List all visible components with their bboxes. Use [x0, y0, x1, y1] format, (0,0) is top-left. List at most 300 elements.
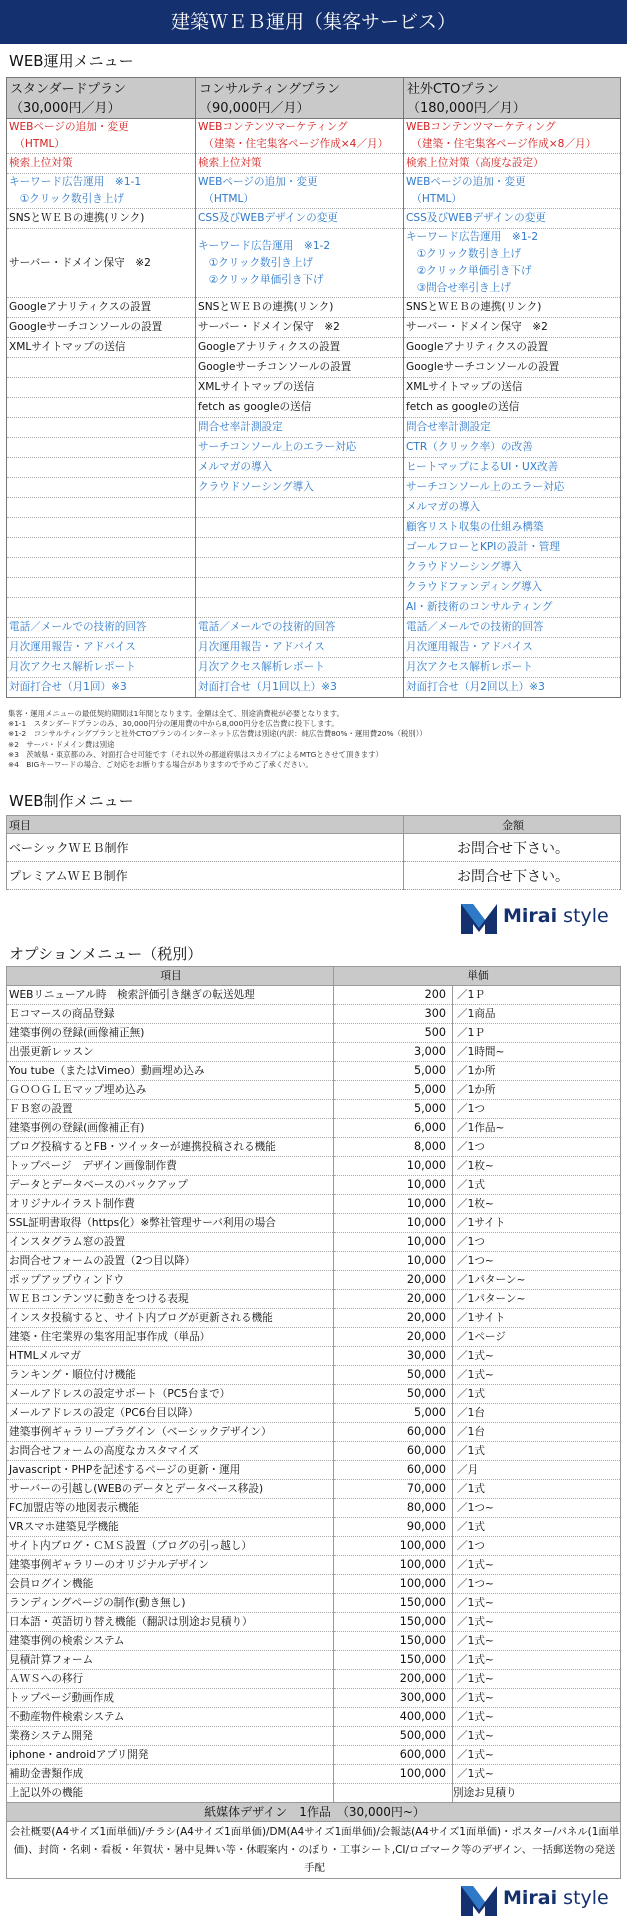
option-unit: ／1パターン~: [453, 1271, 621, 1290]
option-item: ポップアップウィンドウ: [7, 1271, 334, 1290]
option-price: 20,000: [334, 1309, 453, 1328]
table-row: [7, 638, 621, 658]
table-row: [7, 1328, 621, 1347]
plan-feature-cell: [196, 598, 404, 618]
plan-feature-cell: SNSとＷＥＢの連携(リンク): [7, 209, 196, 229]
option-item: You tube（またはVimeo）動画埋め込み: [7, 1062, 334, 1081]
plan-feature-cell: XMLサイトマップの送信: [404, 378, 621, 398]
option-price: 150,000: [334, 1613, 453, 1632]
option-item: お問合せフォームの高度なカスタマイズ: [7, 1442, 334, 1461]
plan-feature-cell: [7, 398, 196, 418]
option-price: 300: [334, 1005, 453, 1024]
option-unit: ／月: [453, 1461, 621, 1480]
plan-header-consulting: [196, 78, 404, 119]
option-price: 100,000: [334, 1556, 453, 1575]
web-menu-heading: WEB運用メニュー: [9, 52, 134, 70]
plan-feature-cell: 月次アクセス解析レポート: [7, 658, 196, 678]
table-row: [7, 1499, 621, 1518]
plan-feature-cell: Googleアナリティクスの設置: [404, 338, 621, 358]
web-production-heading: WEB制作メニュー: [9, 792, 134, 810]
option-item: データとデータベースのバックアップ: [7, 1176, 334, 1195]
table-row: [7, 1670, 621, 1689]
cell-line: WEBページの追加・変更: [9, 121, 129, 133]
logo-text: [503, 905, 609, 927]
plan-feature-cell: サーチコンソール上のエラー対応: [196, 438, 404, 458]
option-unit: ／1式: [453, 1518, 621, 1537]
option-price: 20,000: [334, 1290, 453, 1309]
table-row: [7, 1727, 621, 1746]
plan-feature-cell: fetch as googleの送信: [404, 398, 621, 418]
table-row: [7, 438, 621, 458]
option-unit: 別途お見積り: [453, 1784, 621, 1803]
option-unit: ／1作品~: [453, 1119, 621, 1138]
plan-feature-cell: 電話／メールでの技術的回答: [196, 618, 404, 638]
option-unit: ／1枚~: [453, 1195, 621, 1214]
option-item: オリジナルイラスト制作費: [7, 1195, 334, 1214]
cell-line: ③問合せ率引き上げ: [406, 282, 511, 294]
table-row: [7, 598, 621, 618]
table-row: [7, 1081, 621, 1100]
logo-brand: Mirai: [503, 905, 558, 927]
plan-feature-cell: [7, 538, 196, 558]
table-row: [7, 862, 621, 890]
option-item: 上記以外の機能: [7, 1784, 334, 1803]
option-price: 20,000: [334, 1328, 453, 1347]
production-price: お問合せ下さい。: [404, 862, 621, 890]
option-price: 90,000: [334, 1518, 453, 1537]
plan-feature-cell: CSS及びWEBデザインの変更: [196, 209, 404, 229]
option-item: お問合せフォームの設置（2つ目以降）: [7, 1252, 334, 1271]
plan-name: コンサルティングプラン: [199, 82, 341, 97]
cell-line: WEBページの追加・変更: [406, 176, 526, 188]
option-unit: ／1サイト: [453, 1214, 621, 1233]
table-row: [7, 618, 621, 638]
option-unit: ／1式: [453, 1480, 621, 1499]
plan-feature-cell: Googleサーチコンソールの設置: [196, 358, 404, 378]
cell-line: ①クリック数引き上げ: [406, 248, 522, 260]
option-item: ブログ投稿するとFB・ツイッターが連携投稿される機能: [7, 1138, 334, 1157]
option-unit: ／1つ~: [453, 1575, 621, 1594]
page-title-banner: [0, 0, 627, 44]
option-price: 6,000: [334, 1119, 453, 1138]
plan-feature-cell: 顧客リスト収集の仕組み構築: [404, 518, 621, 538]
option-unit: ／1式~: [453, 1727, 621, 1746]
option-price: 10,000: [334, 1195, 453, 1214]
option-item: 建築事例の検索システム: [7, 1632, 334, 1651]
plan-feature-cell: [196, 518, 404, 538]
plan-feature-cell: ゴールフローとKPIの設計・管理: [404, 538, 621, 558]
option-unit: ／1つ: [453, 1537, 621, 1556]
option-price: 10,000: [334, 1176, 453, 1195]
option-price: [334, 1784, 453, 1803]
footnote: ※3 茨城県・東京都のみ、対面打合せ可能です（それ以外の都道府県はスカイプによるMTGとさせて頂きます）: [8, 749, 383, 759]
plan-feature-cell: [7, 378, 196, 398]
table-row: [7, 518, 621, 538]
plan-feature-cell: CTR（クリック率）の改善: [404, 438, 621, 458]
plan-feature-cell: 月次アクセス解析レポート: [404, 658, 621, 678]
option-price: 600,000: [334, 1746, 453, 1765]
mirai-style-logo-footer: [461, 1882, 625, 1918]
plan-feature-cell: [196, 229, 404, 298]
option-unit: ／1Ｐ: [453, 1024, 621, 1043]
option-price: 200: [334, 986, 453, 1005]
table-row: [7, 678, 621, 698]
col-item-header: 項目: [7, 967, 334, 986]
option-price: 60,000: [334, 1442, 453, 1461]
option-item: 見積計算フォーム: [7, 1651, 334, 1670]
table-row: [7, 1632, 621, 1651]
table-row: [7, 209, 621, 229]
table-row: [7, 1290, 621, 1309]
table-row: [7, 1423, 621, 1442]
table-row: [7, 578, 621, 598]
option-price: 50,000: [334, 1385, 453, 1404]
option-item: サーバーの引越し(WEBのデータとデータベース移設): [7, 1480, 334, 1499]
option-item: ＷＥＢコンテンツに動きをつける表現: [7, 1290, 334, 1309]
production-item: プレミアムＷＥＢ制作: [7, 862, 404, 890]
option-unit: ／1式~: [453, 1651, 621, 1670]
table-row: [7, 1043, 621, 1062]
option-item: インスタグラム窓の設置: [7, 1233, 334, 1252]
logo-brand: Mirai: [503, 1887, 558, 1909]
logo-mark-icon: [461, 1882, 497, 1916]
option-price: 100,000: [334, 1765, 453, 1784]
plan-feature-cell: 月次運用報告・アドバイス: [7, 638, 196, 658]
table-row: [7, 378, 621, 398]
plan-feature-cell: [196, 498, 404, 518]
option-price: 5,000: [334, 1100, 453, 1119]
plan-feature-cell: fetch as googleの送信: [196, 398, 404, 418]
plan-feature-cell: [7, 478, 196, 498]
table-row: [7, 1404, 621, 1423]
paper-design-header-row: [7, 1803, 621, 1822]
table-row: [7, 1518, 621, 1537]
plan-price: （90,000円／月）: [199, 101, 310, 116]
table-row: [7, 1537, 621, 1556]
option-unit: ／1つ: [453, 1100, 621, 1119]
option-price: 500: [334, 1024, 453, 1043]
option-price: 3,000: [334, 1043, 453, 1062]
web-menu-table: [6, 77, 621, 698]
plan-name: スタンダードプラン: [10, 82, 127, 97]
option-price: 30,000: [334, 1347, 453, 1366]
option-unit: ／1式~: [453, 1765, 621, 1784]
plan-feature-cell: [404, 229, 621, 298]
plan-feature-cell: [7, 498, 196, 518]
web-menu-notes: [8, 709, 623, 770]
option-unit: ／1Ｐ: [453, 986, 621, 1005]
table-row: [7, 358, 621, 378]
option-unit: ／1式~: [453, 1689, 621, 1708]
plan-feature-cell: クラウドソーシング導入: [196, 478, 404, 498]
option-unit: ／1式~: [453, 1594, 621, 1613]
plan-feature-cell: [7, 418, 196, 438]
option-price: 5,000: [334, 1062, 453, 1081]
plan-feature-cell: [196, 558, 404, 578]
option-price: 80,000: [334, 1499, 453, 1518]
table-row: [7, 1271, 621, 1290]
option-item: ランキング・順位付け機能: [7, 1366, 334, 1385]
option-item: VRスマホ建築見学機能: [7, 1518, 334, 1537]
table-row: [7, 658, 621, 678]
option-price: 100,000: [334, 1537, 453, 1556]
plan-feature-cell: Googleアナリティクスの設置: [7, 298, 196, 318]
plan-feature-cell: 対面打合せ（月1回以上）※3: [196, 678, 404, 698]
plan-price: （30,000円／月）: [10, 101, 121, 116]
option-item: WEBリニューアル時 検索評価引き継ぎの転送処理: [7, 986, 334, 1005]
option-price: 60,000: [334, 1461, 453, 1480]
table-row: [7, 1689, 621, 1708]
option-unit: ／1式~: [453, 1556, 621, 1575]
option-item: 補助金書類作成: [7, 1765, 334, 1784]
table-row: [7, 1765, 621, 1784]
plan-feature-cell: Googleサーチコンソールの設置: [404, 358, 621, 378]
plan-feature-cell: サーバー・ドメイン保守 ※2: [404, 318, 621, 338]
table-row: [7, 1480, 621, 1499]
option-price: 5,000: [334, 1404, 453, 1423]
option-unit: ／1式~: [453, 1632, 621, 1651]
paper-design-title: 紙媒体デザイン 1作品 （30,000円~）: [7, 1803, 621, 1822]
mirai-style-logo: [461, 900, 625, 936]
plan-feature-cell: 問合せ率計測設定: [404, 418, 621, 438]
table-row: [7, 418, 621, 438]
logo-text: [503, 1887, 609, 1909]
plan-feature-cell: [404, 174, 621, 209]
option-unit: ／1式~: [453, 1613, 621, 1632]
option-unit: ／1パターン~: [453, 1290, 621, 1309]
option-unit: ／1式~: [453, 1347, 621, 1366]
option-price: 100,000: [334, 1575, 453, 1594]
cell-line: WEBコンテンツマーケティング: [406, 121, 556, 133]
option-item: メールアドレスの設定（PC6台目以降）: [7, 1404, 334, 1423]
option-item: 会員ログイン機能: [7, 1575, 334, 1594]
plan-feature-cell: 電話／メールでの技術的回答: [7, 618, 196, 638]
option-price: 10,000: [334, 1214, 453, 1233]
plan-feature-cell: [7, 119, 196, 154]
plan-feature-cell: SNSとＷＥＢの連携(リンク): [196, 298, 404, 318]
table-row: [7, 1366, 621, 1385]
option-unit: ／1式~: [453, 1366, 621, 1385]
option-item: 建築事例の登録(画像補正無): [7, 1024, 334, 1043]
cell-line: （HTML）: [198, 193, 254, 205]
plan-name: 社外CTOプラン: [407, 82, 500, 97]
table-row: [7, 338, 621, 358]
production-item: ベーシックＷＥＢ制作: [7, 834, 404, 862]
table-row: [7, 1784, 621, 1803]
option-item: SSL証明書取得（https化）※弊社管理サーバ利用の場合: [7, 1214, 334, 1233]
option-price: 150,000: [334, 1594, 453, 1613]
footnote: ※1-2 コンサルティングプランと社外CTOプランのインターネット広告費は別途(内訳：純広告費80%・運用費20%（税別））: [8, 729, 427, 739]
option-price: 60,000: [334, 1423, 453, 1442]
plan-feature-cell: サーバー・ドメイン保守 ※2: [196, 318, 404, 338]
option-unit: ／1式: [453, 1385, 621, 1404]
table-row: [7, 1062, 621, 1081]
plan-feature-cell: SNSとＷＥＢの連携(リンク): [404, 298, 621, 318]
option-item: 業務システム開発: [7, 1727, 334, 1746]
footnote: 集客・運用メニューの最低契約期間は1年間となります。金額は全て、別途消費税が必要となります。: [8, 709, 344, 718]
table-row: [7, 458, 621, 478]
option-price: 400,000: [334, 1708, 453, 1727]
option-item: ＧＯＯＧＬＥマップ埋め込み: [7, 1081, 334, 1100]
option-price: 300,000: [334, 1689, 453, 1708]
table-row: [7, 174, 621, 209]
option-item: 日本語・英語切り替え機能（翻訳は別途お見積り）: [7, 1613, 334, 1632]
plan-feature-cell: [7, 458, 196, 478]
table-row: [7, 1461, 621, 1480]
option-item: iphone・androidアプリ開発: [7, 1746, 334, 1765]
option-unit: ／1式: [453, 1442, 621, 1461]
cell-line: キーワード広告運用 ※1-2: [198, 239, 331, 252]
option-unit: ／1か所: [453, 1062, 621, 1081]
cell-line: （建築・住宅集客ページ作成×4／月）: [198, 138, 389, 150]
table-row: [7, 1347, 621, 1366]
option-unit: ／1時間~: [453, 1043, 621, 1062]
table-row: [7, 1746, 621, 1765]
plan-feature-cell: メルマガの導入: [196, 458, 404, 478]
cell-line: ②クリック単価引き下げ: [198, 273, 324, 286]
option-item: メールアドレスの設定サポート（PC5台まで）: [7, 1385, 334, 1404]
table-row: [7, 986, 621, 1005]
plan-feature-cell: 検索上位対策: [196, 154, 404, 174]
plan-feature-cell: 月次運用報告・アドバイス: [196, 638, 404, 658]
table-row: [7, 1252, 621, 1271]
table-row: [7, 154, 621, 174]
plan-feature-cell: Googleサーチコンソールの設置: [7, 318, 196, 338]
plan-feature-cell: メルマガの導入: [404, 498, 621, 518]
plan-feature-cell: 対面打合せ（月2回以上）※3: [404, 678, 621, 698]
table-row: [7, 1100, 621, 1119]
logo-mark-icon: [461, 900, 497, 934]
option-unit: ／1ページ: [453, 1328, 621, 1347]
plan-feature-cell: ヒートマップによるUI・UX改善: [404, 458, 621, 478]
option-price: 500,000: [334, 1727, 453, 1746]
plan-feature-cell: [7, 438, 196, 458]
table-row: [7, 298, 621, 318]
table-row: [7, 498, 621, 518]
table-row: [7, 1385, 621, 1404]
option-unit: ／1つ~: [453, 1252, 621, 1271]
cell-line: （HTML）: [9, 138, 65, 150]
table-row: [7, 1594, 621, 1613]
option-price: 200,000: [334, 1670, 453, 1689]
option-unit: ／1台: [453, 1423, 621, 1442]
table-row: [7, 1651, 621, 1670]
plan-feature-cell: サーチコンソール上のエラー対応: [404, 478, 621, 498]
plan-feature-cell: 対面打合せ（月1回）※3: [7, 678, 196, 698]
option-item: サイト内ブログ・ＣＭＳ設置（ブログの引っ越し）: [7, 1537, 334, 1556]
plan-feature-cell: [7, 598, 196, 618]
logo-suffix: style: [557, 905, 609, 927]
option-unit: ／1式~: [453, 1746, 621, 1765]
option-item: Ｅコマースの商品登録: [7, 1005, 334, 1024]
footnote: ※1-1 スタンダードプランのみ、30,000円分の運用費の中から8,000円分を広告費に投下します。: [8, 719, 339, 729]
cell-line: WEBコンテンツマーケティング: [198, 121, 348, 133]
plan-feature-cell: [404, 119, 621, 154]
option-unit: ／1つ~: [453, 1499, 621, 1518]
table-row: [7, 1005, 621, 1024]
table-row: [7, 119, 621, 154]
option-item: ＡＷＳへの移行: [7, 1670, 334, 1689]
plan-feature-cell: [7, 174, 196, 209]
plan-feature-cell: 月次運用報告・アドバイス: [404, 638, 621, 658]
cell-line: ②クリック単価引き下げ: [406, 265, 532, 277]
plan-feature-cell: 電話／メールでの技術的回答: [404, 618, 621, 638]
page-title: 建築ＷＥＢ運用（集客サービス）: [170, 11, 456, 33]
cell-line: ①クリック数引き上げ: [198, 256, 314, 269]
option-unit: ／1サイト: [453, 1309, 621, 1328]
col-price-header: 金額: [404, 816, 621, 834]
table-row: [7, 318, 621, 338]
option-item: HTMLメルマガ: [7, 1347, 334, 1366]
option-item: 建築事例ギャラリープラグイン（ベーシックデザイン）: [7, 1423, 334, 1442]
plan-feature-cell: クラウドソーシング導入: [404, 558, 621, 578]
option-price: 70,000: [334, 1480, 453, 1499]
cell-line: ①クリック数引き上げ: [9, 193, 125, 205]
option-item: FC加盟店等の地図表示機能: [7, 1499, 334, 1518]
table-row: [7, 478, 621, 498]
option-unit: ／1式: [453, 1176, 621, 1195]
option-price: 10,000: [334, 1157, 453, 1176]
cell-line: （建築・住宅集客ページ作成×8／月）: [406, 138, 597, 150]
options-header-row: [7, 967, 621, 986]
plan-feature-cell: [196, 538, 404, 558]
plan-feature-cell: [196, 174, 404, 209]
cell-line: キーワード広告運用 ※1-1: [9, 176, 142, 188]
plan-feature-cell: クラウドファンディング導入: [404, 578, 621, 598]
option-item: 出張更新レッスン: [7, 1043, 334, 1062]
option-unit: ／1枚~: [453, 1157, 621, 1176]
option-unit: ／1式~: [453, 1708, 621, 1727]
web-production-table: [6, 815, 621, 890]
table-row: [7, 1233, 621, 1252]
option-item: インスタ投稿すると、サイト内ブログが更新される機能: [7, 1309, 334, 1328]
table-row: [7, 1442, 621, 1461]
footnote: ※2 サーバ・ドメイン費は別途: [8, 739, 115, 749]
option-item: トップページ動画作成: [7, 1689, 334, 1708]
option-item: ランディングページの制作(動き無し): [7, 1594, 334, 1613]
option-item: ＦＢ窓の設置: [7, 1100, 334, 1119]
plan-feature-cell: 検索上位対策: [7, 154, 196, 174]
option-price: 5,000: [334, 1081, 453, 1100]
option-item: 不動産物件検索システム: [7, 1708, 334, 1727]
option-price: 20,000: [334, 1271, 453, 1290]
plan-feature-cell: [7, 518, 196, 538]
plan-feature-cell: [7, 558, 196, 578]
options-table: [6, 966, 621, 1879]
options-heading: オプションメニュー（税別）: [9, 945, 203, 963]
table-row: [7, 1708, 621, 1727]
option-price: 10,000: [334, 1252, 453, 1271]
table-row: [7, 1575, 621, 1594]
plan-feature-cell: 月次アクセス解析レポート: [196, 658, 404, 678]
paper-design-desc-row: [7, 1822, 621, 1879]
table-row: [7, 834, 621, 862]
plan-feature-cell: サーバー・ドメイン保守 ※2: [7, 229, 196, 298]
plan-feature-cell: [196, 578, 404, 598]
cell-line: キーワード広告運用 ※1-2: [406, 231, 539, 243]
option-item: 建築事例の登録(画像補正有): [7, 1119, 334, 1138]
table-row: [7, 1138, 621, 1157]
plan-feature-cell: XMLサイトマップの送信: [7, 338, 196, 358]
table-row: [7, 538, 621, 558]
table-row: [7, 1119, 621, 1138]
option-price: 8,000: [334, 1138, 453, 1157]
option-item: トップページ デザイン画像制作費: [7, 1157, 334, 1176]
plan-feature-cell: AI・新技術のコンサルティング: [404, 598, 621, 618]
table-row: [7, 1157, 621, 1176]
option-unit: ／1商品: [453, 1005, 621, 1024]
option-price: 150,000: [334, 1651, 453, 1670]
